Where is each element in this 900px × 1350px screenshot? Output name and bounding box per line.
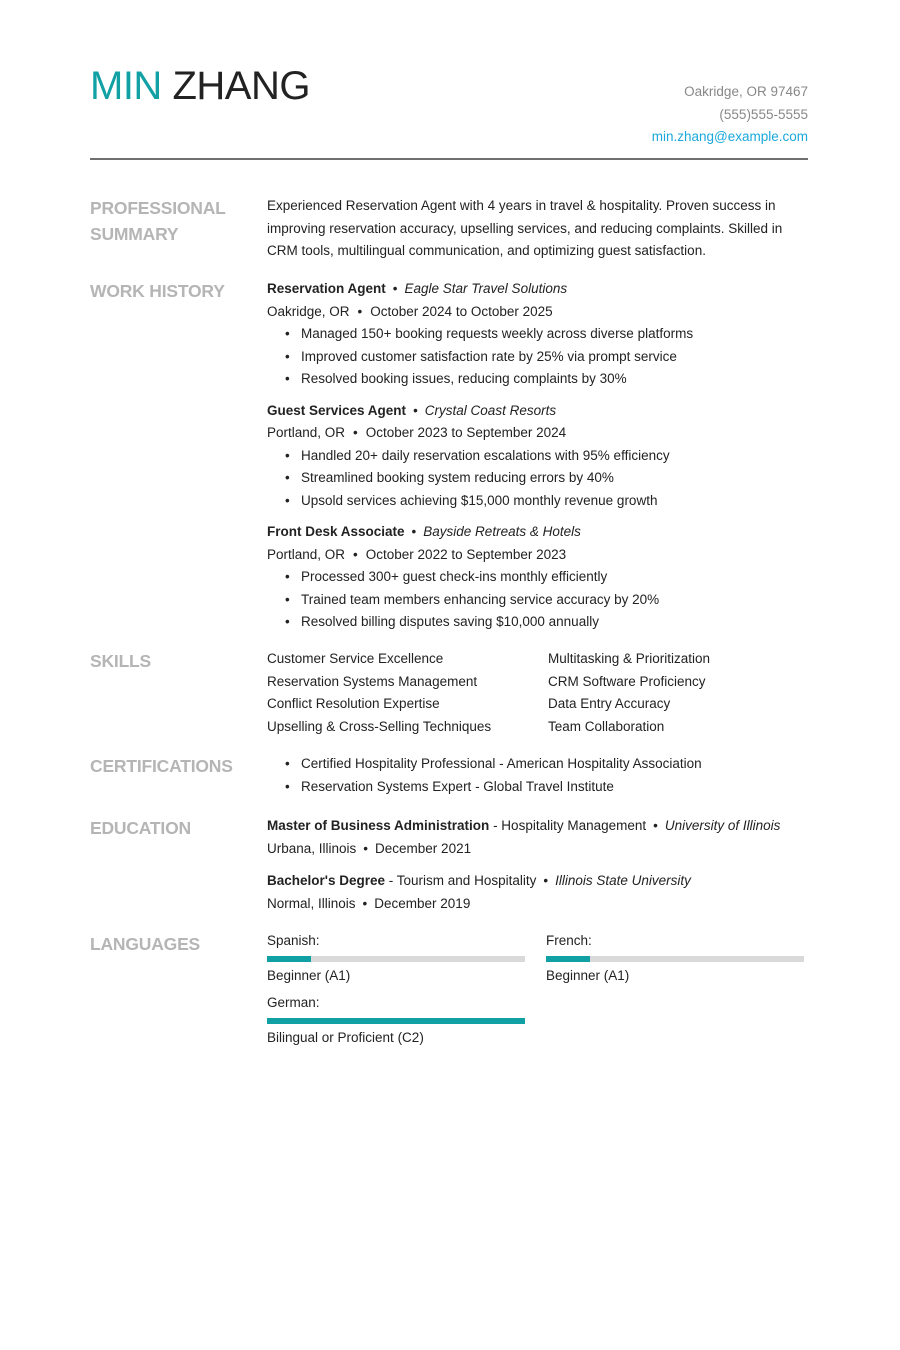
education-location-date <box>267 838 808 861</box>
job-dates: October 2024 to October 2025 <box>370 303 553 319</box>
job-bullet: • Improved customer satisfaction rate by 25% via prompt service <box>285 346 808 369</box>
last-name: ZHANG <box>172 64 310 108</box>
languages-list <box>267 931 808 1049</box>
job-entry <box>267 278 808 391</box>
job-bullets <box>267 445 808 513</box>
degree-field: - Hospitality Management <box>493 818 647 833</box>
languages-section <box>90 931 808 1061</box>
education-header <box>267 870 808 893</box>
company-name: Bayside Retreats & Hotels <box>423 524 581 539</box>
job-bullet: • Managed 150+ booking requests weekly across diverse platforms <box>285 323 808 346</box>
language-item <box>267 993 525 1049</box>
education-entry <box>267 870 808 915</box>
language-proficiency-fill <box>267 956 311 962</box>
degree-field: - Tourism and Hospitality <box>388 873 537 888</box>
separator-dot: • <box>362 895 368 911</box>
skills-label: SKILLS <box>90 651 152 671</box>
skill-item: Data Entry Accuracy <box>548 696 671 711</box>
certification-item: • Reservation Systems Expert - Global Travel Institute <box>285 776 808 799</box>
skill-item: Upselling & Cross-Selling Techniques <box>267 718 492 734</box>
job-location-dates <box>267 422 808 445</box>
summary-text: Experienced Reservation Agent with 4 years in travel & hospitality. Proven success in improving reservation accuracy, upselling services, and reducing complaints. Skilled in CRM tools, multilingual communication, and optimizing guest satisfaction. <box>267 198 783 258</box>
company-name: Eagle Star Travel Solutions <box>404 281 568 296</box>
graduation-date: December 2021 <box>375 840 472 856</box>
candidate-name <box>90 62 310 110</box>
school-name: Illinois State University <box>555 873 691 888</box>
separator-dot: • <box>353 425 358 440</box>
education-location-date <box>267 893 808 916</box>
job-bullet: • Upsold services achieving $15,000 monthly revenue growth <box>285 490 808 513</box>
job-bullet: • Streamlined booking system reducing errors by 40% <box>285 467 808 490</box>
skills-list <box>267 648 808 738</box>
job-location-dates <box>267 301 808 324</box>
email-link[interactable]: min.zhang@example.com <box>651 129 808 144</box>
phone: (555)555-5555 <box>719 106 808 122</box>
contact-info <box>652 81 808 149</box>
skill-item: Customer Service Excellence <box>267 651 444 666</box>
separator-dot: • <box>363 840 369 856</box>
job-entry <box>267 400 808 513</box>
job-header <box>267 278 808 301</box>
address: Oakridge, OR 97467 <box>684 84 808 99</box>
job-title: Guest Services Agent <box>267 402 407 418</box>
language-level: Bilingual or Proficient (C2) <box>267 1030 424 1045</box>
separator-dot: • <box>411 524 417 539</box>
skill-item: Multitasking & Prioritization <box>548 651 711 666</box>
job-location: Oakridge, OR <box>267 303 350 319</box>
first-name: MIN <box>90 64 162 108</box>
job-title: Reservation Agent <box>267 281 386 296</box>
education-section <box>90 815 808 925</box>
job-title: Front Desk Associate <box>267 524 405 539</box>
certifications-label: CERTIFICATIONS <box>90 756 233 776</box>
job-bullet: • Processed 300+ guest check-ins monthly efficiently <box>285 566 808 589</box>
languages-label: LANGUAGES <box>90 934 201 954</box>
language-item <box>546 931 804 987</box>
degree-name: Master of Business Administration <box>267 818 490 833</box>
job-bullets <box>267 566 808 634</box>
certifications-list <box>267 753 808 798</box>
language-level: Beginner (A1) <box>546 968 630 983</box>
certifications-section <box>90 753 808 803</box>
education-list <box>267 815 808 925</box>
job-bullets <box>267 323 808 391</box>
separator-dot: • <box>353 546 358 562</box>
language-proficiency-bar <box>267 1018 525 1024</box>
certification-item: • Certified Hospitality Professional - American Hospitality Association <box>285 753 808 776</box>
job-dates: October 2022 to September 2023 <box>365 546 567 562</box>
separator-dot: • <box>357 303 363 319</box>
language-proficiency-fill <box>267 1018 525 1024</box>
skill-item: Conflict Resolution Expertise <box>267 696 440 711</box>
school-name: University of Illinois <box>664 818 781 833</box>
skill-item: Reservation Systems Management <box>267 673 478 689</box>
education-entry <box>267 815 808 860</box>
language-level: Beginner (A1) <box>267 968 351 983</box>
job-dates: October 2023 to September 2024 <box>365 425 567 440</box>
separator-dot: • <box>653 818 658 833</box>
summary-section <box>90 195 808 265</box>
job-header <box>267 400 808 423</box>
separator-dot: • <box>543 873 549 888</box>
work-history-label: WORK HISTORY <box>90 281 225 301</box>
education-label: EDUCATION <box>90 818 191 838</box>
degree-name: Bachelor's Degree <box>267 873 386 888</box>
job-location: Portland, OR <box>267 425 346 440</box>
work-history-section <box>90 278 808 638</box>
job-location: Portland, OR <box>267 546 346 562</box>
job-bullet: • Resolved billing disputes saving $10,000 annually <box>285 611 808 634</box>
separator-dot: • <box>413 402 418 418</box>
language-name: Spanish: <box>267 933 320 948</box>
language-proficiency-bar <box>267 956 525 962</box>
language-name: French: <box>546 933 592 948</box>
job-bullet: • Handled 20+ daily reservation escalations with 95% efficiency <box>285 445 808 468</box>
school-location: Normal, Illinois <box>267 895 356 911</box>
job-bullet: • Trained team members enhancing service accuracy by 20% <box>285 589 808 612</box>
language-proficiency-bar <box>546 956 804 962</box>
job-bullet: • Resolved booking issues, reducing complaints by 30% <box>285 368 808 391</box>
job-entry <box>267 521 808 634</box>
separator-dot: • <box>392 281 398 296</box>
skill-item: CRM Software Proficiency <box>548 673 706 689</box>
job-list <box>267 278 808 643</box>
summary-label: PROFESSIONAL SUMMARY <box>90 198 226 244</box>
job-header <box>267 521 808 544</box>
education-header <box>267 815 808 838</box>
skills-section <box>90 648 808 743</box>
company-name: Crystal Coast Resorts <box>424 402 557 418</box>
job-location-dates <box>267 544 808 567</box>
school-location: Urbana, Illinois <box>267 840 357 856</box>
skill-item: Team Collaboration <box>548 718 665 734</box>
language-name: German: <box>267 995 320 1010</box>
language-item <box>267 931 525 987</box>
language-proficiency-fill <box>546 956 590 962</box>
header-divider <box>90 158 808 160</box>
graduation-date: December 2019 <box>374 895 471 911</box>
